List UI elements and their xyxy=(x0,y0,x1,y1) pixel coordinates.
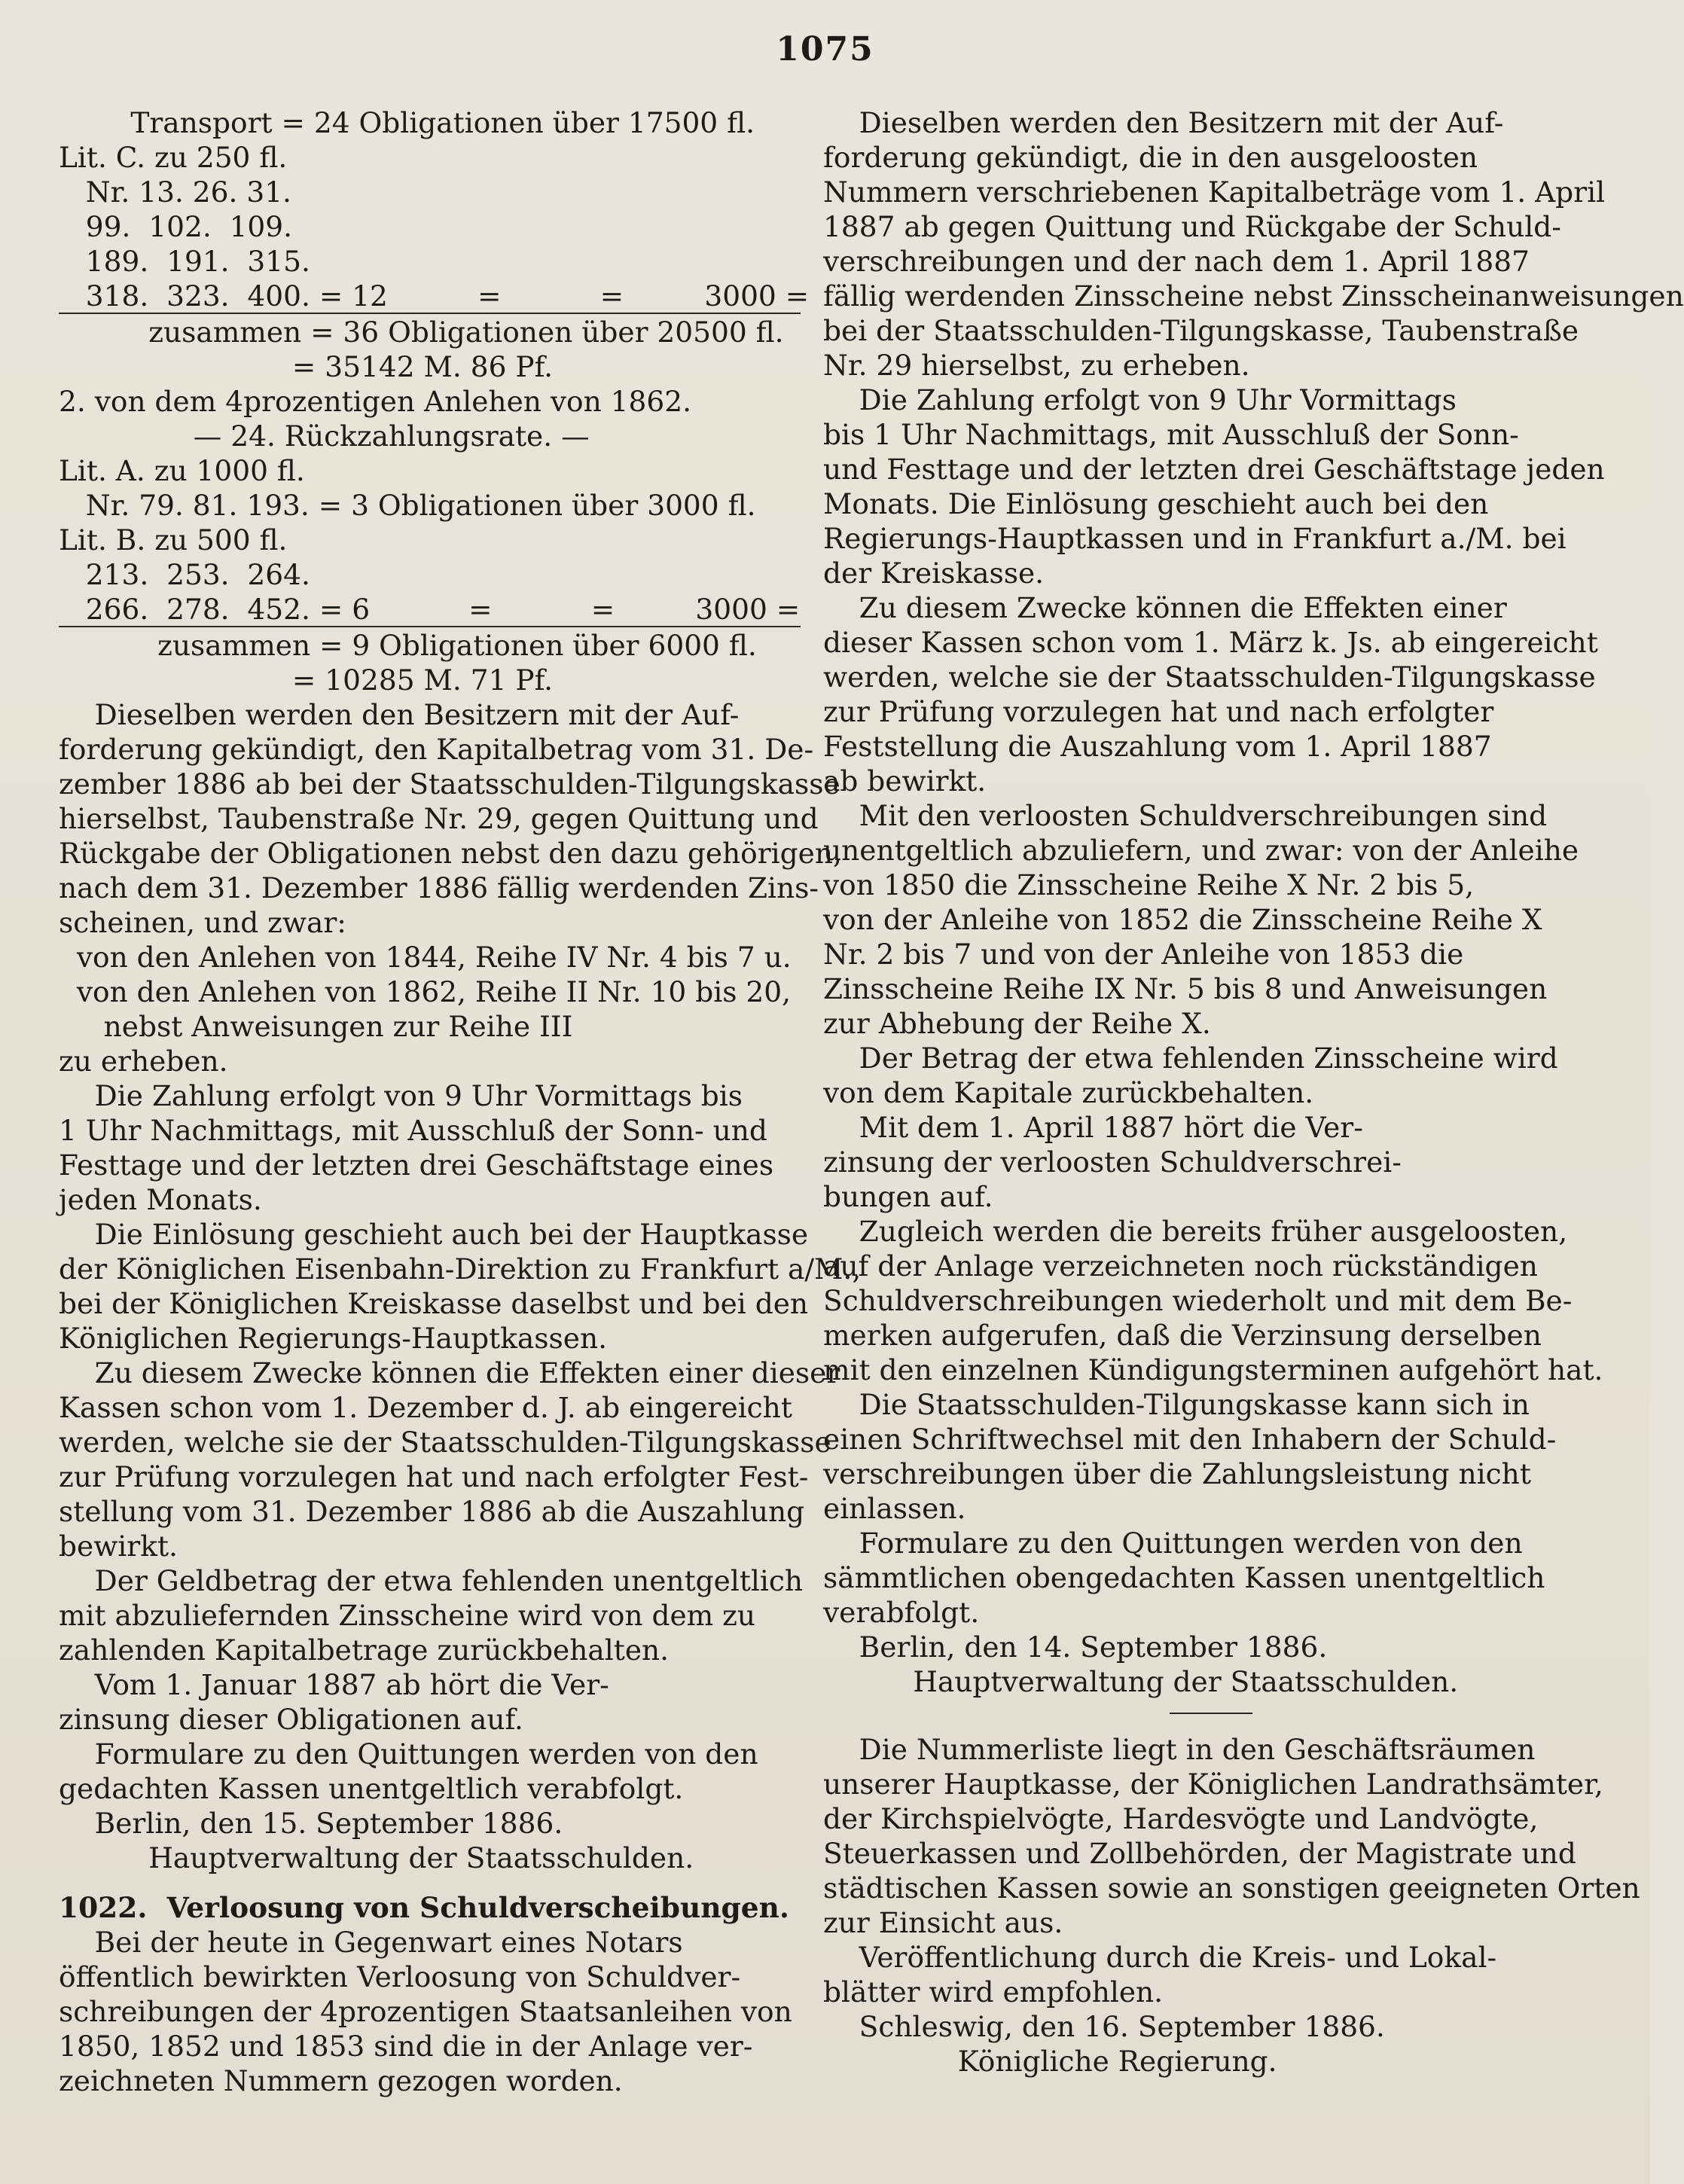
text-line: bis 1 Uhr Nachmittags, mit Ausschluß der Sonn- xyxy=(823,418,1519,451)
text-line: einlassen. xyxy=(823,1492,966,1525)
text-line: städtischen Kassen sowie an sonstigen geeigneten Orten xyxy=(823,1871,1640,1905)
text-line: Lit. B. zu 500 fl. xyxy=(59,523,288,557)
text-line: Transport = 24 Obligationen über 17500 fl. xyxy=(59,106,755,139)
text-line: 2. von dem 4prozentigen Anlehen von 1862. xyxy=(59,385,692,418)
text-line: einen Schriftwechsel mit den Inhabern der Schuld- xyxy=(823,1423,1557,1456)
text-line: bungen auf. xyxy=(823,1180,993,1213)
text-line: der Kreiskasse. xyxy=(823,557,1045,590)
text-line: Feststellung die Auszahlung vom 1. April 1887 xyxy=(823,730,1492,763)
left-lines xyxy=(59,105,862,1875)
text-line: unentgeltlich abzuliefern, und zwar: von der Anleihe xyxy=(823,834,1579,867)
text-line: stellung vom 31. Dezember 1886 ab die Auszahlung xyxy=(59,1495,805,1528)
text-line: Bei der heute in Gegenwart eines Notars xyxy=(59,1926,683,1959)
text-line: scheinen, und zwar: xyxy=(59,906,346,939)
text-line: Berlin, den 15. September 1886. xyxy=(59,1807,563,1840)
text-line: — 24. Rückzahlungsrate. — xyxy=(59,419,590,453)
text-line: Berlin, den 14. September 1886. xyxy=(823,1630,1328,1664)
text-line: unserer Hauptkasse, der Königlichen Landrathsämter, xyxy=(823,1768,1603,1801)
text-line: Festtage und der letzten drei Geschäftstage eines xyxy=(59,1148,774,1182)
text-line: Zu diesem Zwecke können die Effekten einer xyxy=(823,591,1507,624)
section-lines xyxy=(59,1925,801,2098)
text-line: Hauptverwaltung der Staatsschulden. xyxy=(823,1665,1459,1698)
text-line: Veröffentlichung durch die Kreis- und Lokal- xyxy=(823,1941,1497,1974)
text-line: der Königlichen Eisenbahn-Direktion zu Frankfurt a/M., xyxy=(59,1252,862,1286)
text-line: Mit den verloosten Schuldverschreibungen sind xyxy=(823,799,1548,832)
text-line: merken aufgerufen, daß die Verzinsung derselben xyxy=(823,1319,1542,1352)
page-number: 1075 xyxy=(776,30,874,69)
text-line: Lit. C. zu 250 fl. xyxy=(59,141,288,174)
text-line: 213. 253. 264. xyxy=(59,558,310,591)
text-line: Die Staatsschulden-Tilgungskasse kann sich in xyxy=(823,1388,1530,1421)
text-line: verschreibungen und der nach dem 1. April 1887 xyxy=(823,245,1530,278)
text-line: jeden Monats. xyxy=(59,1183,262,1216)
text-line: Regierungs-Hauptkassen und in Frankfurt a./M. bei xyxy=(823,522,1567,555)
text-line: zur Prüfung vorzulegen hat und nach erfolgter xyxy=(823,695,1494,728)
text-line: von der Anleihe von 1852 die Zinsscheine Reihe X xyxy=(823,903,1542,936)
text-line: von den Anlehen von 1844, Reihe IV Nr. 4 bis 7 u. xyxy=(59,941,792,974)
text-line: 1850, 1852 und 1853 sind die in der Anlage ver- xyxy=(59,2030,753,2063)
text-line: nach dem 31. Dezember 1886 fällig werdenden Zins- xyxy=(59,871,819,904)
text-line: Kassen schon vom 1. Dezember d. J. ab eingereicht xyxy=(59,1391,792,1424)
text-line: Dieselben werden den Besitzern mit der Auf- xyxy=(59,698,740,731)
text-line: zember 1886 ab bei der Staatsschulden-Tilgungskasse xyxy=(59,767,840,801)
text-line: zur Einsicht aus. xyxy=(823,1906,1063,1939)
text-line: Monats. Die Einlösung geschieht auch bei den xyxy=(823,487,1489,520)
text-line: 99. 102. 109. xyxy=(59,210,293,243)
text-line: 1887 ab gegen Quittung und Rückgabe der Schuld- xyxy=(823,210,1561,243)
text-line: sämmtlichen obengedachten Kassen unentgeltlich xyxy=(823,1561,1545,1594)
text-line: fällig werdenden Zinsscheine nebst Zinsscheinanweisungen xyxy=(823,279,1684,313)
text-line: Die Einlösung geschieht auch bei der Hauptkasse xyxy=(59,1218,809,1251)
text-line: Nr. 29 hierselbst, zu erheben. xyxy=(823,349,1250,382)
text-line: Nr. 2 bis 7 und von der Anleihe von 1853 die xyxy=(823,938,1464,971)
text-line: zur Prüfung vorzulegen hat und nach erfolgter Fest- xyxy=(59,1460,809,1493)
text-line: = 35142 M. 86 Pf. xyxy=(59,350,554,383)
text-line: Nummern verschriebenen Kapitalbeträge vom 1. April xyxy=(823,175,1606,209)
text-line: zinsung der verloosten Schuldverschrei- xyxy=(823,1145,1402,1179)
text-line: forderung gekündigt, die in den ausgeloosten xyxy=(823,141,1478,174)
text-line: mit abzuliefernden Zinsscheine wird von dem zu xyxy=(59,1599,756,1632)
text-line: Formulare zu den Quittungen werden von den xyxy=(823,1527,1523,1560)
text-line: von dem Kapitale zurückbehalten. xyxy=(823,1076,1314,1109)
text-line: Lit. A. zu 1000 fl. xyxy=(59,454,305,487)
text-line: Zinsscheine Reihe IX Nr. 5 bis 8 und Anweisungen xyxy=(823,972,1548,1005)
text-line: Königliche Regierung. xyxy=(823,2045,1277,2078)
text-line: 266. 278. 452. = 6 = = 3000 = xyxy=(59,593,801,626)
text-line: Hauptverwaltung der Staatsschulden. xyxy=(59,1841,694,1874)
text-line: werden, welche sie der Staatsschulden-Tilgungskasse xyxy=(823,660,1596,694)
right-column xyxy=(823,105,1684,2079)
text-line: öffentlich bewirkten Verloosung von Schuldver- xyxy=(59,1960,741,1993)
text-line: auf der Anlage verzeichneten noch rückständigen xyxy=(823,1249,1538,1283)
left-column xyxy=(59,105,862,2098)
text-line: und Festtage und der letzten drei Geschäftstage jeden xyxy=(823,453,1605,486)
text-line: Zugleich werden die bereits früher ausgeloosten, xyxy=(823,1215,1568,1248)
text-line: Nr. 13. 26. 31. xyxy=(59,175,291,209)
right-lines xyxy=(823,105,1684,1699)
text-line: Die Zahlung erfolgt von 9 Uhr Vormittags xyxy=(823,383,1457,416)
text-line: verschreibungen über die Zahlungsleistung nicht xyxy=(823,1457,1531,1490)
text-line: zu erheben. xyxy=(59,1045,228,1078)
text-line: 1 Uhr Nachmittags, mit Ausschluß der Sonn- und xyxy=(59,1114,767,1147)
text-line: zahlenden Kapitalbetrage zurückbehalten. xyxy=(59,1633,670,1667)
text-line: Rückgabe der Obligationen nebst den dazu gehörigen, xyxy=(59,837,842,870)
text-line: zinsung dieser Obligationen auf. xyxy=(59,1703,523,1736)
after-separator-lines xyxy=(823,1732,1640,2079)
text-line: 318. 323. 400. = 12 = = 3000 = xyxy=(59,279,810,313)
text-line: zusammen = 9 Obligationen über 6000 fl. xyxy=(59,629,757,662)
text-line: werden, welche sie der Staatsschulden-Tilgungskasse xyxy=(59,1426,831,1459)
section-heading xyxy=(59,1890,801,1925)
text-line: Die Zahlung erfolgt von 9 Uhr Vormittags bis xyxy=(59,1079,743,1112)
text-line: zusammen = 36 Obligationen über 20500 fl. xyxy=(59,316,784,349)
text-line: Nr. 79. 81. 193. = 3 Obligationen über 3000 fl. xyxy=(59,489,756,522)
text-line: der Kirchspielvögte, Hardesvögte und Landvögte, xyxy=(823,1802,1539,1835)
section-number: 1022. xyxy=(59,1891,148,1924)
section-title: Verloosung von Schuldverscheibungen. xyxy=(166,1891,789,1924)
text-line: 189. 191. 315. xyxy=(59,245,310,278)
text-line: ab bewirkt. xyxy=(823,764,987,798)
text-line: blätter wird empfohlen. xyxy=(823,1975,1164,2009)
text-line: zeichneten Nummern gezogen worden. xyxy=(59,2064,623,2097)
section-gap xyxy=(59,1875,801,1890)
text-line: = 10285 M. 71 Pf. xyxy=(59,663,554,697)
text-line: hierselbst, Taubenstraße Nr. 29, gegen Quittung und xyxy=(59,802,819,835)
text-line: Schuldverschreibungen wiederholt und mit dem Be- xyxy=(823,1284,1573,1317)
text-line: dieser Kassen schon vom 1. März k. Js. ab eingereicht xyxy=(823,626,1598,659)
text-line: Der Geldbetrag der etwa fehlenden unentgeltlich xyxy=(59,1564,804,1597)
text-line: Die Nummerliste liegt in den Geschäftsräumen xyxy=(823,1733,1536,1766)
text-line: Mit dem 1. April 1887 hört die Ver- xyxy=(823,1111,1363,1144)
text-line: Steuerkassen und Zollbehörden, der Magistrate und xyxy=(823,1837,1576,1870)
text-line: Formulare zu den Quittungen werden von den xyxy=(59,1737,758,1771)
text-line: Vom 1. Januar 1887 ab hört die Ver- xyxy=(59,1668,609,1701)
text-line: Königlichen Regierungs-Hauptkassen. xyxy=(59,1322,608,1355)
text-line: bewirkt. xyxy=(59,1530,178,1563)
text-line: schreibungen der 4prozentigen Staatsanleihen von xyxy=(59,1995,792,2028)
separator-rule xyxy=(1170,1713,1252,1714)
text-line: zur Abhebung der Reihe X. xyxy=(823,1007,1211,1040)
text-line: von 1850 die Zinsscheine Reihe X Nr. 2 bis 5, xyxy=(823,868,1475,901)
text-line: nebst Anweisungen zur Reihe III xyxy=(59,1010,573,1043)
text-line: verabfolgt. xyxy=(823,1596,980,1629)
text-line: gedachten Kassen unentgeltlich verabfolgt. xyxy=(59,1772,684,1805)
text-line: mit den einzelnen Kündigungsterminen aufgehört hat. xyxy=(823,1353,1603,1386)
text-line: bei der Staatsschulden-Tilgungskasse, Taubenstraße xyxy=(823,314,1579,347)
text-line: Zu diesem Zwecke können die Effekten einer dieser xyxy=(59,1356,840,1389)
text-line: forderung gekündigt, den Kapitalbetrag vom 31. De- xyxy=(59,733,814,766)
text-line: von den Anlehen von 1862, Reihe II Nr. 10 bis 20, xyxy=(59,975,792,1008)
text-line: Dieselben werden den Besitzern mit der Auf- xyxy=(823,106,1504,139)
text-line: Schleswig, den 16. September 1886. xyxy=(823,2010,1385,2043)
text-line: Der Betrag der etwa fehlenden Zinsscheine wird xyxy=(823,1042,1558,1075)
text-line: bei der Königlichen Kreiskasse daselbst und bei den xyxy=(59,1287,809,1320)
